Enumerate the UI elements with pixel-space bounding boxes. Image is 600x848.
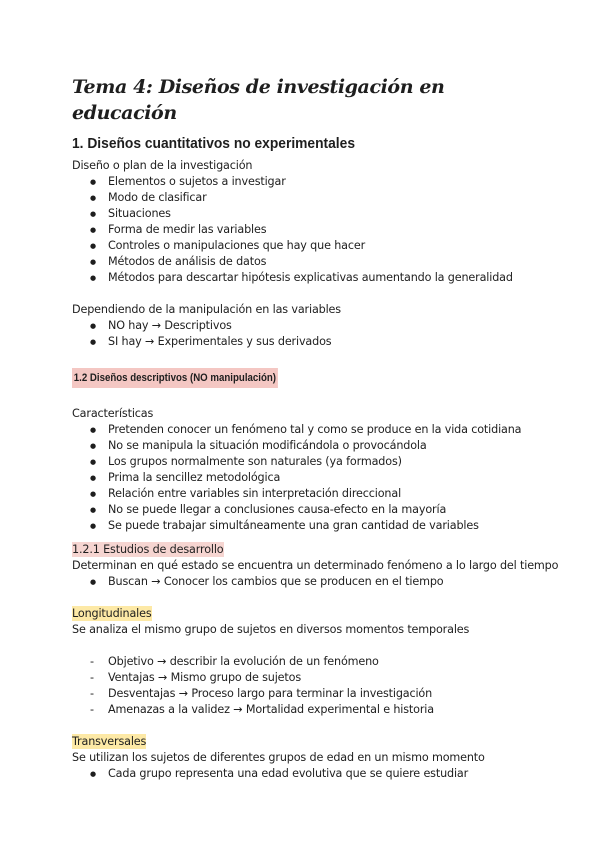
list-item: ● Prima la sencillez metodológica (72, 470, 542, 486)
transversales-heading: Transversales (72, 735, 147, 748)
list-item: ● Métodos para descartar hipótesis explicativas aumentando la generalidad (72, 270, 542, 286)
list-item: ● Métodos de análisis de datos (72, 254, 542, 270)
section-1-heading: 1. Diseños cuantitativos no experimentales (72, 135, 356, 152)
section-1-2-1-heading: 1.2.1 Estudios de desarrollo (72, 543, 224, 556)
section-1-2-intro: Características (72, 407, 154, 420)
list-item: ● No se puede llegar a conclusiones causa-efecto en la mayoría (72, 502, 542, 518)
list-item: - Amenazas a la validez → Mortalidad experimental e historia (72, 702, 542, 718)
list-item: ● Los grupos normalmente son naturales (ya formados) (72, 454, 542, 470)
list-item: ● Elementos o sujetos a investigar (72, 174, 542, 190)
section-1-2-1-list (72, 574, 542, 590)
list-item: ● Relación entre variables sin interpretación direccional (72, 486, 542, 502)
longitudinales-heading: Longitudinales (72, 607, 152, 620)
list-item: ● Cada grupo representa una edad evolutiva que se quiere estudiar (72, 766, 542, 782)
section-1-2-list (72, 422, 542, 534)
longitudinales-list (72, 654, 542, 718)
section-1-list (72, 174, 542, 286)
list-item: ● Controles o manipulaciones que hay que hacer (72, 238, 542, 254)
list-item: ● Modo de clasificar (72, 190, 542, 206)
section-1-2-heading: 1.2 Diseños descriptivos (NO manipulación) (72, 368, 278, 388)
list-item: ● Pretenden conocer un fenómeno tal y como se produce en la vida cotidiana (72, 422, 542, 438)
transversales-intro: Se utilizan los sujetos de diferentes grupos de edad en un mismo momento (72, 751, 485, 764)
list-item: ● No se manipula la situación modificándola o provocándola (72, 438, 542, 454)
document-page (72, 74, 559, 782)
list-item: ● Forma de medir las variables (72, 222, 542, 238)
list-item: ● NO hay → Descriptivos (72, 318, 542, 334)
transversales-list (72, 766, 542, 782)
section-1-intro-2: Dependiendo de la manipulación en las variables (72, 303, 341, 316)
section-1-2-1-intro: Determinan en qué estado se encuentra un determinado fenómeno a lo largo del tiempo (72, 559, 559, 572)
list-item: ● Buscan → Conocer los cambios que se producen en el tiempo (72, 574, 542, 590)
list-item: - Desventajas → Proceso largo para terminar la investigación (72, 686, 542, 702)
list-item: ● Se puede trabajar simultáneamente una gran cantidad de variables (72, 518, 542, 534)
section-1-list-2 (72, 318, 542, 350)
longitudinales-intro: Se analiza el mismo grupo de sujetos en diversos momentos temporales (72, 623, 470, 636)
list-item: - Ventajas → Mismo grupo de sujetos (72, 670, 542, 686)
list-item: ● SI hay → Experimentales y sus derivados (72, 334, 542, 350)
section-1-intro: Diseño o plan de la investigación (72, 159, 253, 172)
list-item: ● Situaciones (72, 206, 542, 222)
list-item: - Objetivo → describir la evolución de un fenómeno (72, 654, 542, 670)
page-title: Tema 4: Diseños de investigación en educación (72, 76, 445, 124)
